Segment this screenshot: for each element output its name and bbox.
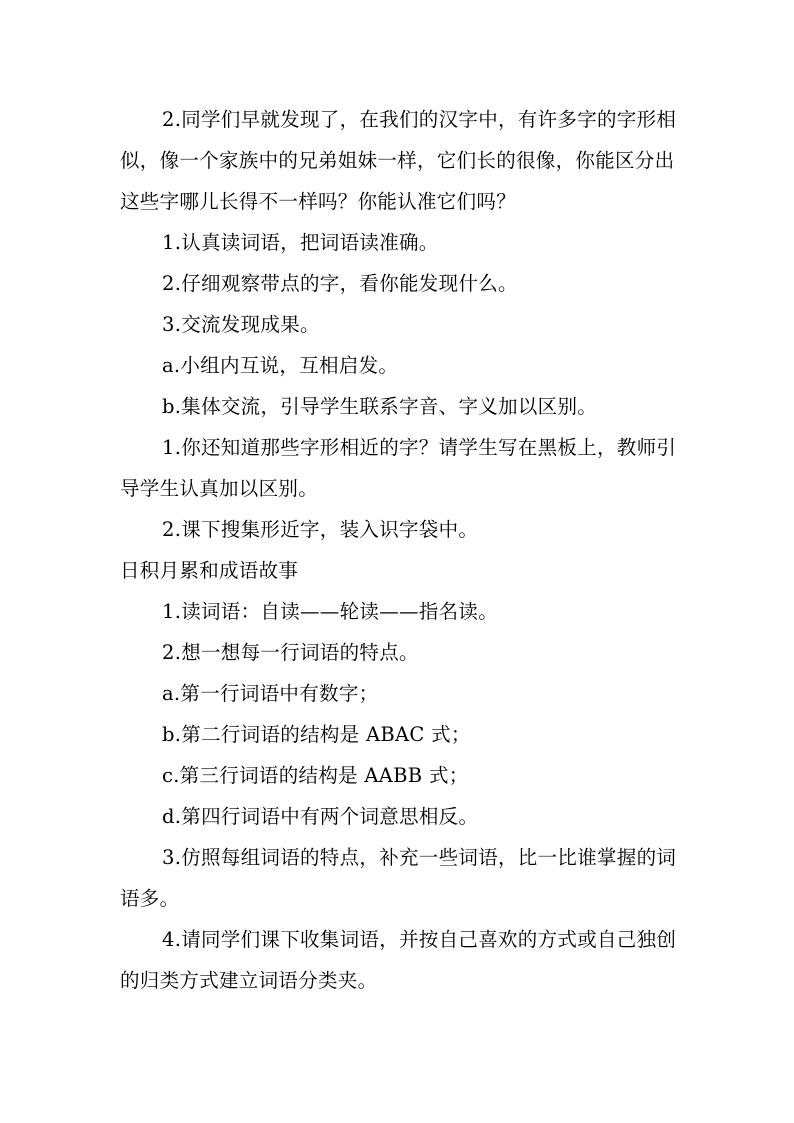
paragraph-read-phrases: 1.读词语：自读——轮读——指名读。: [162, 600, 499, 623]
paragraph-feature-row2: b.第二行词语的结构是 ABAC 式；: [162, 723, 471, 746]
section-heading: 日积月累和成语故事: [120, 559, 299, 582]
paragraph-collect-chars: 2.课下搜集形近字，装入识字袋中。: [162, 518, 479, 541]
paragraph-feature-row4: d.第四行词语中有两个词意思相反。: [162, 805, 479, 828]
paragraph-step-read-words: 1.认真读词语，把词语读准确。: [162, 231, 439, 254]
paragraph-homework: 4.请同学们课下收集词语，并按自己喜欢的方式或自己独创的归类方式建立词语分类夹。: [120, 928, 677, 992]
paragraph-step-observe: 2.仔细观察带点的字，看你能发现什么。: [162, 272, 518, 295]
paragraph-feature-row1: a.第一行词语中有数字；: [162, 682, 379, 705]
paragraph-intro: 2.同学们早就发现了，在我们的汉字中，有许多字的字形相似，像一个家族中的兄弟姐妹一样，它们长的很像，你能区分出这些字哪儿长得不一样吗？你能认准它们吗？: [120, 108, 677, 213]
paragraph-sub-collective: b.集体交流，引导学生联系字音、字义加以区别。: [162, 395, 598, 418]
paragraph-similar-chars: 1.你还知道那些字形相近的字？请学生写在黑板上，教师引导学生认真加以区别。: [120, 436, 677, 500]
paragraph-step-exchange: 3.交流发现成果。: [162, 313, 320, 336]
paragraph-feature-row3: c.第三行词语的结构是 AABB 式；: [162, 764, 469, 787]
paragraph-think-features: 2.想一想每一行词语的特点。: [162, 641, 419, 664]
paragraph-imitate: 3.仿照每组词语的特点，补充一些词语，比一比谁掌握的词语多。: [120, 846, 677, 910]
paragraph-sub-group: a.小组内互说，互相启发。: [162, 354, 399, 377]
